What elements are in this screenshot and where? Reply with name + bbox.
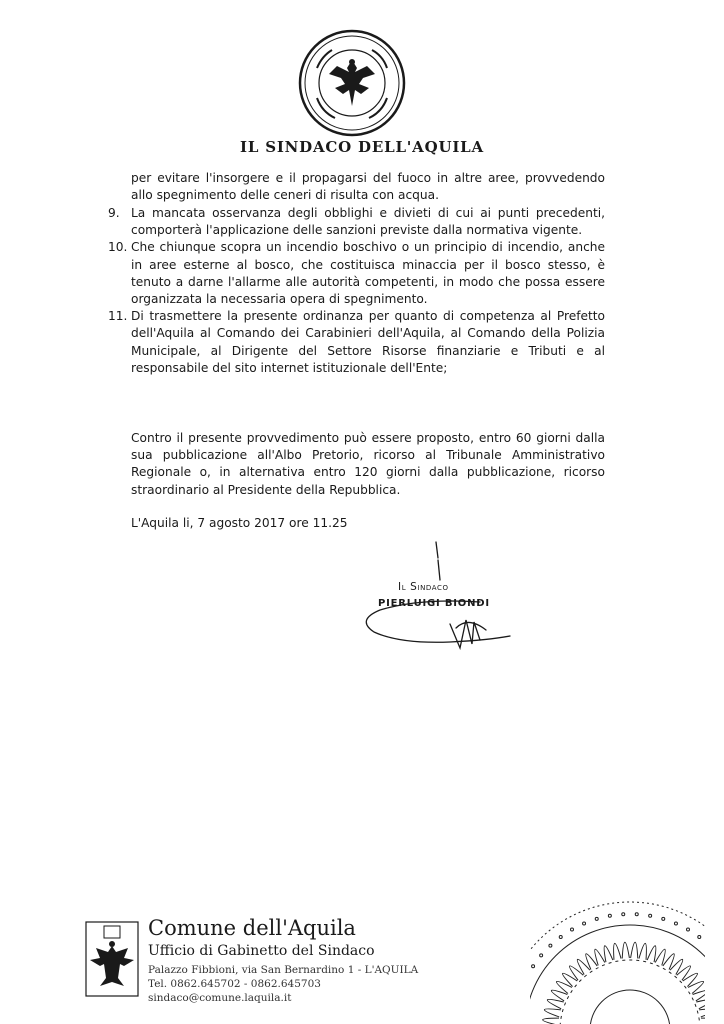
city-seal-icon [297,28,407,138]
item-text: Che chiunque scopra un incendio boschivo o un principio di incendio, anche in aree esterne al bosco, che costituisca minaccia per il bosco stesso, è tenuto a darne l'allarme alle autorità competenti, in modo che possa essere organizzata la necessaria opera di spegnimento. [131,240,605,307]
page-heading: IL SINDACO DELL'AQUILA [240,138,484,156]
footer-email: sindaco@comune.laquila.it [148,992,292,1004]
item-text: La mancata osservanza degli obblighi e divieti di cui ai punti precedenti, comporterà l'applicazione delle sanzioni previste dalla normativa vigente. [131,206,605,238]
footer-phone: Tel. 0862.645702 - 0862.645703 [148,978,321,990]
continuation-paragraph [131,170,605,204]
item-number: 9. [108,206,120,220]
continuation-text: per evitare l'insorgere e il propagarsi del fuoco in altre aree, provvedendo allo spegnimento delle ceneri di risulta con acqua. [131,171,605,203]
ordinance-item [108,308,605,377]
signature-role: Il Sindaco [398,581,449,593]
crest-icon [84,920,140,998]
footer-office: Ufficio di Gabinetto del Sindaco [148,943,375,959]
footer-title: Comune dell'Aquila [148,916,356,940]
ordinance-items [108,205,605,377]
dateline: L'Aquila li, 7 agosto 2017 ore 11.25 [131,516,348,530]
signature-name: PIERLUIGI BIONDI [378,598,490,609]
rosette-ornament-icon [530,880,705,1024]
ordinance-item [108,205,605,239]
ordinance-item [108,239,605,308]
item-text: Di trasmettere la presente ordinanza per quanto di competenza al Prefetto dell'Aquila al Comando dei Carabinieri dell'Aquila, al Comando della Polizia Municipale, al Dirigente del Settore Risorse finanziarie e Tributi e al responsabile del sito internet istituzionale dell'Ente; [131,309,605,375]
item-number: 10. [108,240,128,255]
footer-address: Palazzo Fibbioni, via San Bernardino 1 - L'AQUILA [148,964,419,976]
item-number: 11. [108,309,128,324]
appeal-paragraph: Contro il presente provvedimento può essere proposto, entro 60 giorni dalla sua pubblicazione all'Albo Pretorio, ricorso al Tribunale Amministrativo Regionale o, in alternativa entro 120 giorni dalla pubblicazione, ricorso straordinario al Presidente della Repubblica. [131,431,605,497]
